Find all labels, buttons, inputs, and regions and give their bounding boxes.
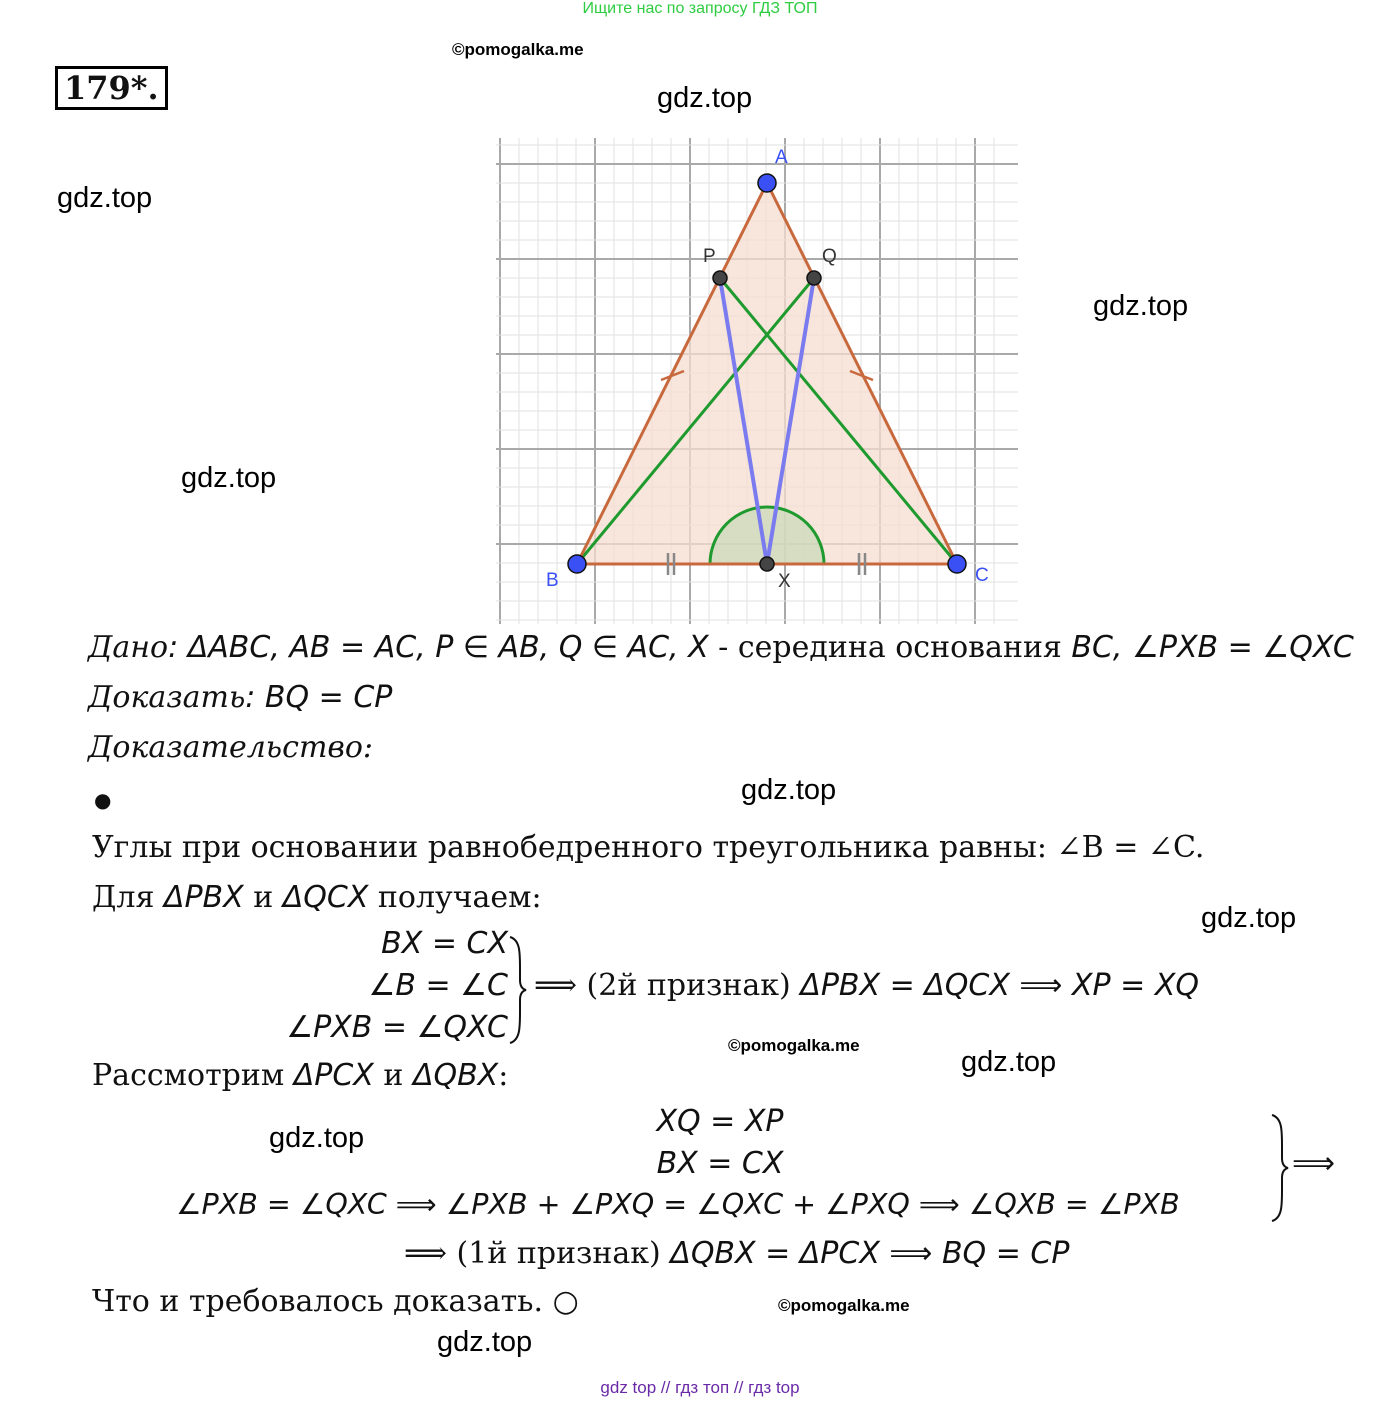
label-c: C bbox=[975, 565, 989, 586]
site-watermark: gdz.top bbox=[181, 462, 277, 494]
copyright-watermark: ©pomogalka.me bbox=[728, 1036, 860, 1055]
triangle-pcx: ΔPCX bbox=[293, 1058, 374, 1093]
site-watermark: gdz.top bbox=[57, 182, 153, 214]
text: Для bbox=[92, 880, 164, 915]
text: и bbox=[243, 880, 283, 915]
point-q bbox=[807, 271, 821, 285]
system1-eq-3: ∠PXB = ∠QXC bbox=[286, 1010, 508, 1045]
label-b: B bbox=[546, 570, 559, 591]
prove-label: Доказать bbox=[88, 680, 246, 715]
site-watermark: gdz.top bbox=[437, 1326, 533, 1358]
proof-line-2 bbox=[92, 880, 542, 915]
math: ΔPBX = ΔQCX ⟹ XP = XQ bbox=[800, 968, 1199, 1003]
point-b bbox=[568, 555, 586, 573]
proof-line-3 bbox=[92, 1058, 508, 1093]
text: : bbox=[498, 1058, 509, 1093]
given-math-b: BC, ∠PXB = ∠QXC bbox=[1071, 630, 1354, 665]
site-watermark: gdz.top bbox=[657, 82, 753, 114]
triangle-qcx: ΔQCX bbox=[282, 880, 369, 915]
system2-eq-2: BX = CX bbox=[656, 1146, 784, 1181]
point-p bbox=[713, 271, 727, 285]
site-watermark: gdz.top bbox=[741, 774, 837, 806]
label-p: P bbox=[703, 246, 716, 267]
prove-line bbox=[88, 680, 392, 715]
system1-brace bbox=[506, 934, 528, 1046]
text: ⟹ (1й признак) bbox=[404, 1236, 671, 1271]
qed-line: Что и требовалось доказать. ○ bbox=[92, 1284, 579, 1319]
prove-math: : BQ = CP bbox=[245, 680, 393, 715]
text: ⟹ (2й признак) bbox=[534, 968, 801, 1003]
label-a: A bbox=[775, 147, 788, 168]
search-hint[interactable]: Ищите нас по запросу ГДЗ ТОП bbox=[582, 0, 818, 17]
text: получаем: bbox=[368, 880, 542, 915]
text: и bbox=[373, 1058, 413, 1093]
triangle-pbx: ΔPBX bbox=[163, 880, 244, 915]
system1-result bbox=[534, 968, 1199, 1003]
problem-number: 179*. bbox=[55, 66, 168, 110]
point-c bbox=[948, 555, 966, 573]
system1-eq-1: BX = CX bbox=[381, 926, 508, 961]
point-a bbox=[758, 174, 776, 192]
site-watermark: gdz.top bbox=[1201, 902, 1297, 934]
proof-line-1: Углы при основании равнобедренного треугольника равны: ∠B = ∠C. bbox=[92, 830, 1205, 865]
proof-label: Доказательство: bbox=[88, 730, 374, 765]
system2-arrow: ⟹ bbox=[1292, 1146, 1336, 1181]
math: ΔQBX = ΔPCX ⟹ BQ = CP bbox=[670, 1236, 1070, 1271]
given-math-a: : ΔABC, AB = AC, P ∈ AB, Q ∈ AC, X bbox=[168, 630, 709, 665]
point-x bbox=[760, 557, 774, 571]
given-label: Дано bbox=[88, 630, 169, 665]
given-line bbox=[88, 630, 1354, 665]
copyright-watermark: ©pomogalka.me bbox=[778, 1296, 910, 1315]
text: Рассмотрим bbox=[92, 1058, 294, 1093]
conclusion bbox=[404, 1236, 1069, 1271]
triangle-figure bbox=[496, 138, 1018, 624]
triangle-qbx: ΔQBX bbox=[412, 1058, 499, 1093]
system2-brace bbox=[1268, 1112, 1290, 1224]
bullet: ● bbox=[94, 788, 112, 812]
label-x: X bbox=[778, 571, 791, 592]
copyright-watermark: ©pomogalka.me bbox=[452, 40, 584, 59]
site-watermark: gdz.top bbox=[1093, 290, 1189, 322]
footer-links[interactable]: gdz top // гдз топ // гдз top bbox=[600, 1378, 800, 1397]
system2-eq-3: ∠PXB = ∠QXC ⟹ ∠PXB + ∠PXQ = ∠QXC + ∠PXQ ⟹ ∠QXB = ∠PXB bbox=[176, 1188, 1180, 1221]
label-q: Q bbox=[822, 246, 837, 267]
site-watermark: gdz.top bbox=[269, 1122, 365, 1154]
system1-eq-2: ∠B = ∠C bbox=[368, 968, 508, 1003]
site-watermark: gdz.top bbox=[961, 1046, 1057, 1078]
given-text: - середина основания bbox=[708, 630, 1072, 665]
system2-eq-1: XQ = XP bbox=[656, 1104, 784, 1139]
